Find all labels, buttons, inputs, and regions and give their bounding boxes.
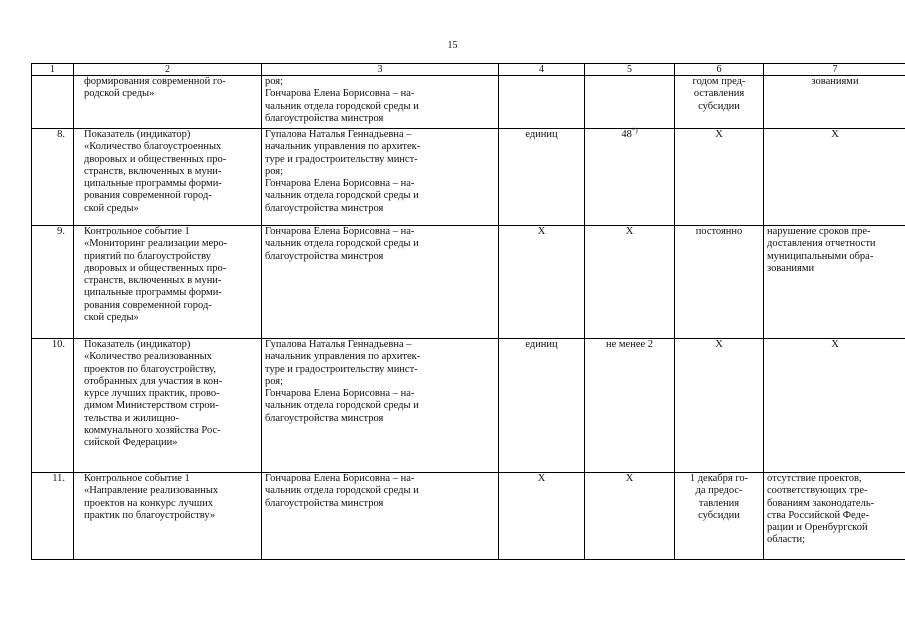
name-line: отобранных для участия в кон- bbox=[84, 375, 223, 387]
table-row bbox=[32, 76, 905, 129]
deadline-line: постоянно bbox=[695, 226, 743, 237]
deadline-line: субсидии bbox=[698, 100, 740, 112]
unit-value: Х bbox=[537, 226, 546, 237]
name-line: «Направление реализованных bbox=[84, 485, 219, 497]
responsible-line: Гончарова Елена Борисовна – на- bbox=[265, 388, 415, 400]
unit-cell bbox=[499, 226, 585, 339]
name-line: родской среды» bbox=[84, 88, 155, 100]
result-line: соответствующих тре- bbox=[767, 485, 868, 497]
responsible-line: начальник управления по архитек- bbox=[265, 141, 421, 153]
program-table bbox=[31, 63, 905, 560]
footnote-mark: *) bbox=[631, 126, 638, 135]
responsible-line: Гончарова Елена Борисовна – на- bbox=[265, 178, 415, 190]
header-cell: 7 bbox=[764, 64, 905, 76]
name-line: дворовых и общественных про- bbox=[84, 262, 227, 274]
unit-cell bbox=[499, 473, 585, 560]
table-row bbox=[32, 226, 905, 339]
header-cell: 4 bbox=[499, 64, 585, 76]
responsible-line: роя; bbox=[265, 165, 284, 177]
value-cell bbox=[585, 226, 675, 339]
name-line: рования современной город- bbox=[84, 299, 212, 311]
deadline-cell bbox=[675, 129, 764, 226]
deadline-cell bbox=[675, 339, 764, 473]
row-number-cell bbox=[32, 76, 74, 129]
deadline-line: 1 декабря го- bbox=[689, 473, 749, 484]
table-row bbox=[32, 129, 905, 226]
name-line: коммунального хозяйства Рос- bbox=[84, 425, 221, 437]
responsible-line: благоустройства минстроя bbox=[265, 497, 384, 509]
responsible-line: чальник отдела городской среды и bbox=[265, 485, 419, 497]
unit-value: единиц bbox=[525, 129, 558, 140]
name-line: Контрольное событие 1 bbox=[84, 226, 190, 237]
result-line: отсутствие проектов, bbox=[767, 473, 862, 484]
row-number: 9. bbox=[57, 226, 65, 237]
name-line: ской среды» bbox=[84, 312, 139, 324]
result-line: рации и Оренбургской bbox=[767, 522, 868, 534]
unit-cell bbox=[499, 129, 585, 226]
header-cell: 1 bbox=[32, 64, 74, 76]
deadline-line: Х bbox=[715, 339, 723, 350]
deadline-cell bbox=[675, 226, 764, 339]
responsible-line: чальник отдела городской среды и bbox=[265, 238, 419, 250]
header-cell: 3 bbox=[262, 64, 499, 76]
responsible-line: роя; bbox=[265, 76, 284, 87]
result-cell bbox=[764, 339, 905, 473]
indicator-name-cell bbox=[74, 76, 262, 129]
deadline-line: субсидии bbox=[698, 509, 740, 521]
indicator-value: не менее 2 bbox=[605, 339, 654, 350]
responsible-line: Гупалова Наталья Геннадьевна – bbox=[265, 339, 412, 350]
result-line: доставления отчетности bbox=[767, 238, 876, 250]
responsible-line: чальник отдела городской среды и bbox=[265, 100, 419, 112]
unit-cell bbox=[499, 339, 585, 473]
deadline-cell bbox=[675, 76, 764, 129]
responsible-line: Гончарова Елена Борисовна – на- bbox=[265, 473, 415, 484]
result-line: области; bbox=[767, 534, 806, 546]
responsible-line: благоустройства минстроя bbox=[265, 202, 384, 214]
header-cell: 2 bbox=[74, 64, 262, 76]
unit-value: единиц bbox=[525, 339, 558, 350]
row-number: 8. bbox=[57, 129, 65, 140]
responsible-line: роя; bbox=[265, 375, 284, 387]
indicator-name-cell bbox=[74, 226, 262, 339]
result-cell bbox=[764, 76, 905, 129]
result-line: Х bbox=[831, 339, 839, 350]
row-number-cell bbox=[32, 129, 74, 226]
name-line: сийской Федерации» bbox=[84, 437, 178, 449]
responsible-line: благоустройства минстроя bbox=[265, 250, 384, 262]
responsible-line: чальник отдела городской среды и bbox=[265, 400, 419, 412]
name-line: «Мониторинг реализации меро- bbox=[84, 238, 228, 250]
unit-value: Х bbox=[537, 473, 546, 484]
name-line: ципальные программы форми- bbox=[84, 287, 222, 299]
page-number: 15 bbox=[447, 40, 458, 51]
name-line: тельства и жилищно- bbox=[84, 412, 180, 424]
indicator-value: Х bbox=[625, 473, 634, 484]
name-line: димом Министерством строи- bbox=[84, 400, 219, 412]
name-line: «Количество реализованных bbox=[84, 351, 212, 363]
table-row bbox=[32, 339, 905, 473]
name-line: Показатель (индикатор) bbox=[84, 339, 191, 350]
result-line: нарушение сроков пре- bbox=[767, 226, 871, 237]
indicator-value: Х bbox=[625, 226, 634, 237]
deadline-line: тавления bbox=[698, 497, 740, 509]
result-cell bbox=[764, 226, 905, 339]
result-line: ства Российской Феде- bbox=[767, 509, 870, 521]
value-cell bbox=[585, 126, 675, 226]
responsible-cell bbox=[262, 339, 499, 473]
responsible-line: туре и градостроительству минст- bbox=[265, 363, 418, 375]
table-row bbox=[32, 473, 905, 560]
responsible-line: Гончарова Елена Борисовна – на- bbox=[265, 88, 415, 100]
responsible-cell bbox=[262, 76, 499, 129]
row-number: 11. bbox=[52, 473, 65, 484]
unit-cell bbox=[499, 76, 585, 129]
row-number: 10. bbox=[51, 339, 65, 350]
row-number-cell bbox=[32, 473, 74, 560]
responsible-cell bbox=[262, 226, 499, 339]
name-line: ципальные программы форми- bbox=[84, 178, 222, 190]
value-cell bbox=[585, 339, 675, 473]
name-line: ской среды» bbox=[84, 202, 139, 214]
responsible-cell bbox=[262, 129, 499, 226]
indicator-name-cell bbox=[74, 473, 262, 560]
responsible-line: благоустройства минстроя bbox=[265, 112, 384, 124]
name-line: «Количество благоустроенных bbox=[84, 141, 222, 153]
name-line: дворовых и общественных про- bbox=[84, 153, 227, 165]
responsible-line: начальник управления по архитек- bbox=[265, 351, 421, 363]
name-line: странств, включенных в муни- bbox=[84, 275, 222, 287]
name-line: Показатель (индикатор) bbox=[84, 129, 191, 140]
row-number-cell bbox=[32, 339, 74, 473]
result-cell bbox=[764, 473, 905, 560]
responsible-cell bbox=[262, 473, 499, 560]
value-cell bbox=[585, 76, 675, 129]
name-line: формирования современной го- bbox=[84, 76, 226, 87]
deadline-cell bbox=[675, 473, 764, 560]
indicator-name-cell bbox=[74, 129, 262, 226]
result-line: муниципальными обра- bbox=[767, 250, 874, 262]
row-number-cell bbox=[32, 226, 74, 339]
indicator-name-cell bbox=[74, 339, 262, 473]
result-cell bbox=[764, 129, 905, 226]
result-line: зованиями bbox=[811, 76, 859, 87]
name-line: проектов по благоустройству, bbox=[84, 363, 216, 375]
deadline-line: оставления bbox=[693, 88, 745, 100]
name-line: проектов на конкурс лучших bbox=[84, 497, 213, 509]
responsible-line: Гупалова Наталья Геннадьевна – bbox=[265, 129, 412, 140]
name-line: странств, включенных в муни- bbox=[84, 165, 222, 177]
name-line: рования современной город- bbox=[84, 190, 212, 202]
result-line: бованиям законодатель- bbox=[767, 497, 875, 509]
header-cell: 5 bbox=[585, 64, 675, 76]
header-cell: 6 bbox=[675, 64, 764, 76]
responsible-line: чальник отдела городской среды и bbox=[265, 190, 419, 202]
responsible-line: благоустройства минстроя bbox=[265, 412, 384, 424]
result-line: Х bbox=[831, 129, 839, 140]
indicator-value: 48 bbox=[621, 129, 632, 140]
deadline-line: годом пред- bbox=[692, 76, 746, 87]
deadline-line: Х bbox=[715, 129, 723, 140]
name-line: приятий по благоустройству bbox=[84, 250, 211, 262]
responsible-line: туре и градостроительству минст- bbox=[265, 153, 418, 165]
responsible-line: Гончарова Елена Борисовна – на- bbox=[265, 226, 415, 237]
name-line: практик по благоустройству» bbox=[84, 509, 216, 521]
name-line: курсе лучших практик, прово- bbox=[84, 388, 220, 400]
deadline-line: да предос- bbox=[695, 485, 743, 497]
result-line: зованиями bbox=[767, 262, 815, 274]
name-line: Контрольное событие 1 bbox=[84, 473, 190, 484]
value-cell bbox=[585, 473, 675, 560]
header-row bbox=[32, 64, 905, 76]
